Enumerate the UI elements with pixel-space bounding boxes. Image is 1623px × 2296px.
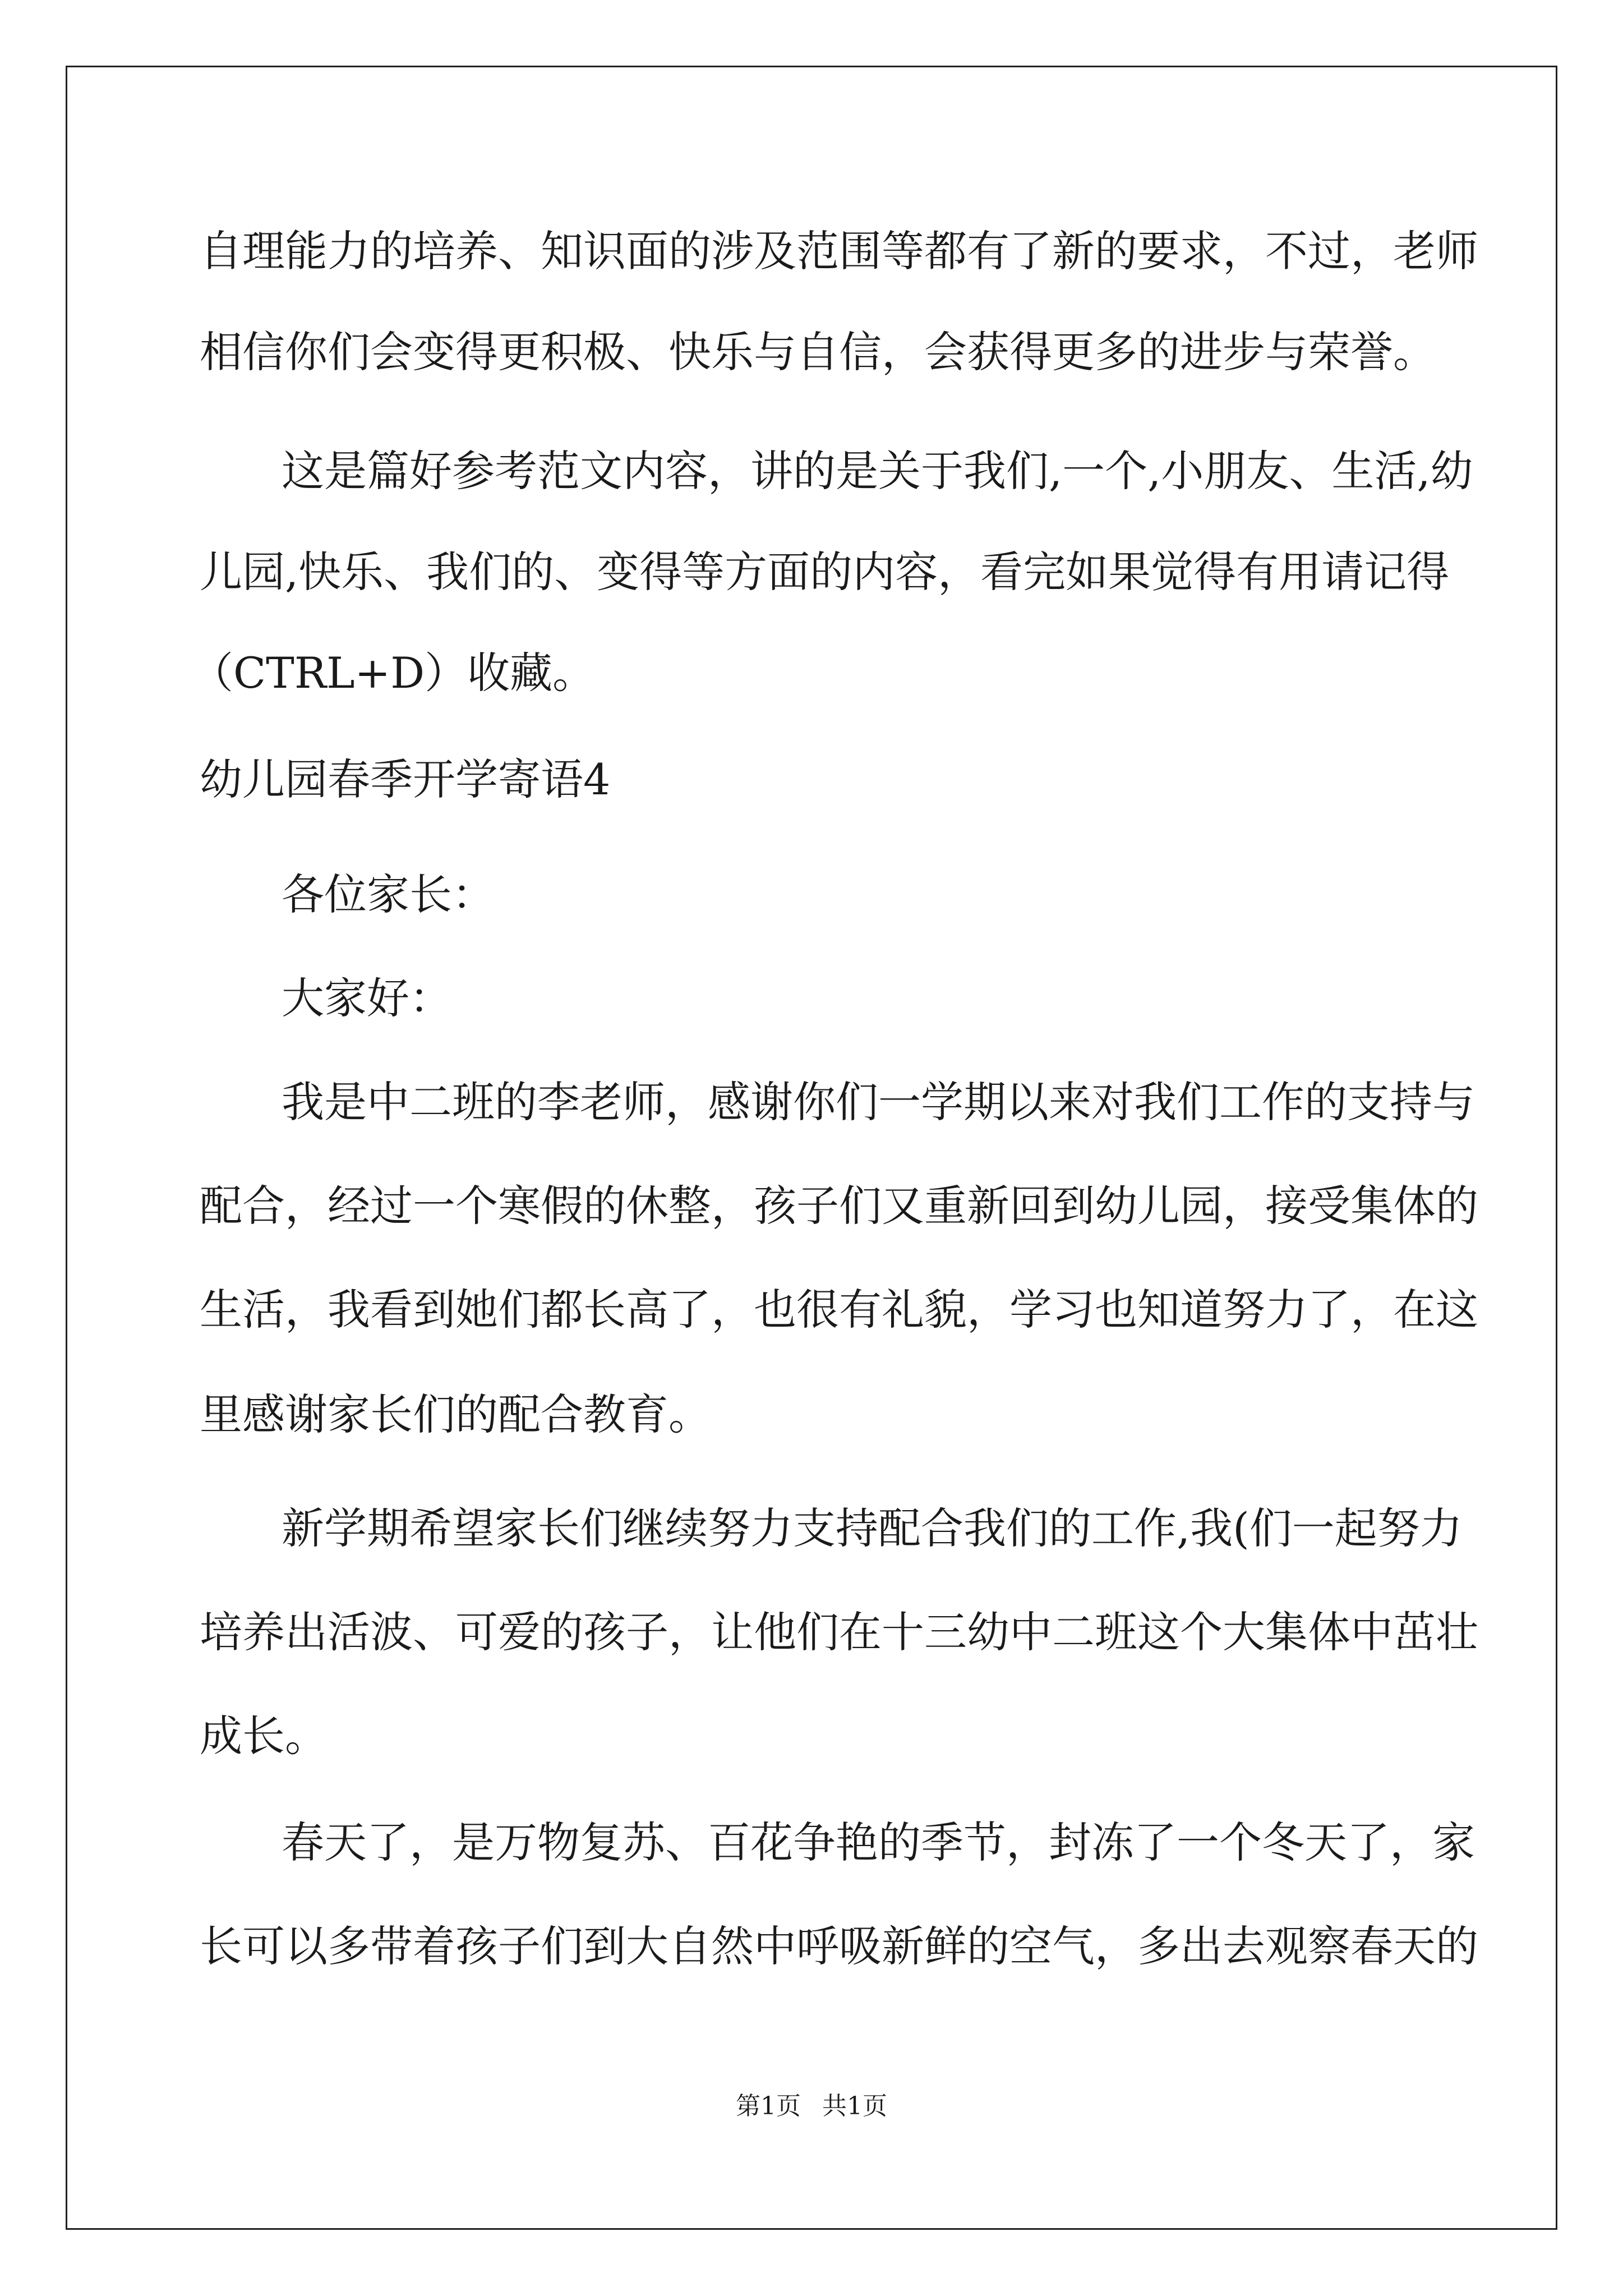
salutation: 各位家长： bbox=[282, 869, 495, 919]
body-line-4: 儿园,快乐、我们的、变得等方面的内容，看完如果觉得有用请记得 bbox=[200, 547, 1450, 597]
body-line-10: 配合，经过一个寒假的休整，孩子们又重新回到幼儿园，接受集体的 bbox=[200, 1181, 1478, 1231]
body-line-3: 这是篇好参考范文内容，讲的是关于我们,一个,小朋友、生活,幼 bbox=[282, 446, 1473, 496]
body-line-16: 春天了，是万物复苏、百花争艳的季节，封冻了一个冬天了，家 bbox=[282, 1818, 1475, 1867]
page-total: 共1页 bbox=[822, 2092, 887, 2120]
body-line-2: 相信你们会变得更积极、快乐与自信，会获得更多的进步与荣誉。 bbox=[200, 327, 1436, 377]
body-line-13: 新学期希望家长们继续努力支持配合我们的工作,我(们一起努力 bbox=[282, 1503, 1463, 1553]
body-line-9: 我是中二班的李老师，感谢你们一学期以来对我们工作的支持与 bbox=[282, 1077, 1475, 1127]
greeting: 大家好： bbox=[282, 973, 452, 1023]
page-number: 第1页 bbox=[736, 2092, 801, 2120]
body-line-1: 自理能力的培养、知识面的涉及范围等都有了新的要求，不过，老师 bbox=[200, 226, 1478, 276]
body-line-14: 培养出活波、可爱的孩子，让他们在十三幼中二班这个大集体中茁壮 bbox=[200, 1607, 1478, 1657]
body-line-5: （CTRL+D）收藏。 bbox=[191, 648, 596, 698]
body-line-12: 里感谢家长们的配合教育。 bbox=[200, 1389, 711, 1439]
section-heading: 幼儿园春季开学寄语4 bbox=[200, 754, 611, 804]
body-line-17: 长可以多带着孩子们到大自然中呼吸新鲜的空气，多出去观察春天的 bbox=[200, 1921, 1478, 1971]
body-line-11: 生活，我看到她们都长高了，也很有礼貌，学习也知道努力了，在这 bbox=[200, 1285, 1478, 1335]
body-line-15: 成长。 bbox=[200, 1711, 328, 1761]
page-border bbox=[66, 66, 1557, 2230]
page-footer bbox=[0, 2090, 1623, 2123]
